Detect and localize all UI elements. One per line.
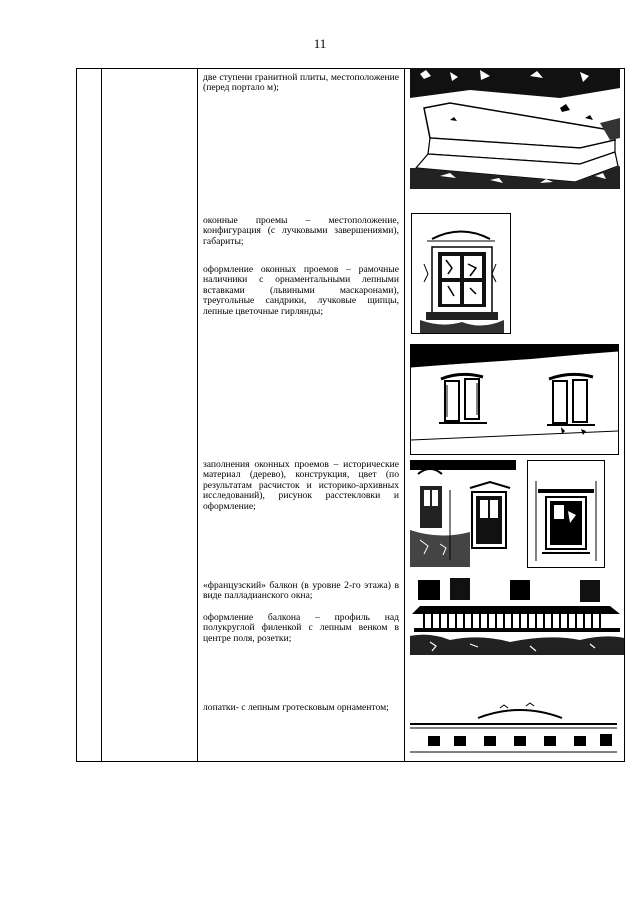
balcony-photo (410, 576, 624, 655)
page-number: 11 (313, 36, 327, 51)
window-photo (411, 213, 511, 334)
balcony-decoration-text: оформление балкона – профиль над полукруглой филенкой с лепным венком в центре поля, розетки; (203, 612, 399, 644)
column-divider-1 (101, 68, 102, 762)
pilasters-photo (410, 698, 617, 758)
steps-text: две ступени гранитной плиты, местоположение (перед портало м); (203, 72, 399, 94)
window-frame-photo-1 (410, 460, 516, 567)
column-divider-3 (404, 68, 405, 762)
window-frame-photo-2 (527, 460, 605, 568)
pilasters-text: лопатки- с лепным гротесковым орнаментом; (203, 702, 389, 713)
window-decoration-text: оформление оконных проемов – рамочные наличники с орнаментальными лепными вставками (львиными маскаронами), треугольные сандрики, лучковые щипцы, лепные цветочные гирлянды; (203, 264, 399, 317)
column-divider-2 (197, 68, 198, 762)
steps-photo (410, 68, 620, 189)
window-fillings-text: заполнения оконных проемов – исторические материал (дерево), конструкция, цвет (по результатам расчисток и историко-архивных исследований), рисунок расстекловки и оформление; (203, 459, 399, 512)
window-openings-text: оконные проемы – местоположение, конфигурация (с лучковыми завершениями), габариты; (203, 215, 399, 247)
balcony-text: «французский» балкон (в уровне 2-го этажа) в виде палладианского окна; (203, 580, 399, 602)
facade-windows-photo (410, 344, 619, 455)
